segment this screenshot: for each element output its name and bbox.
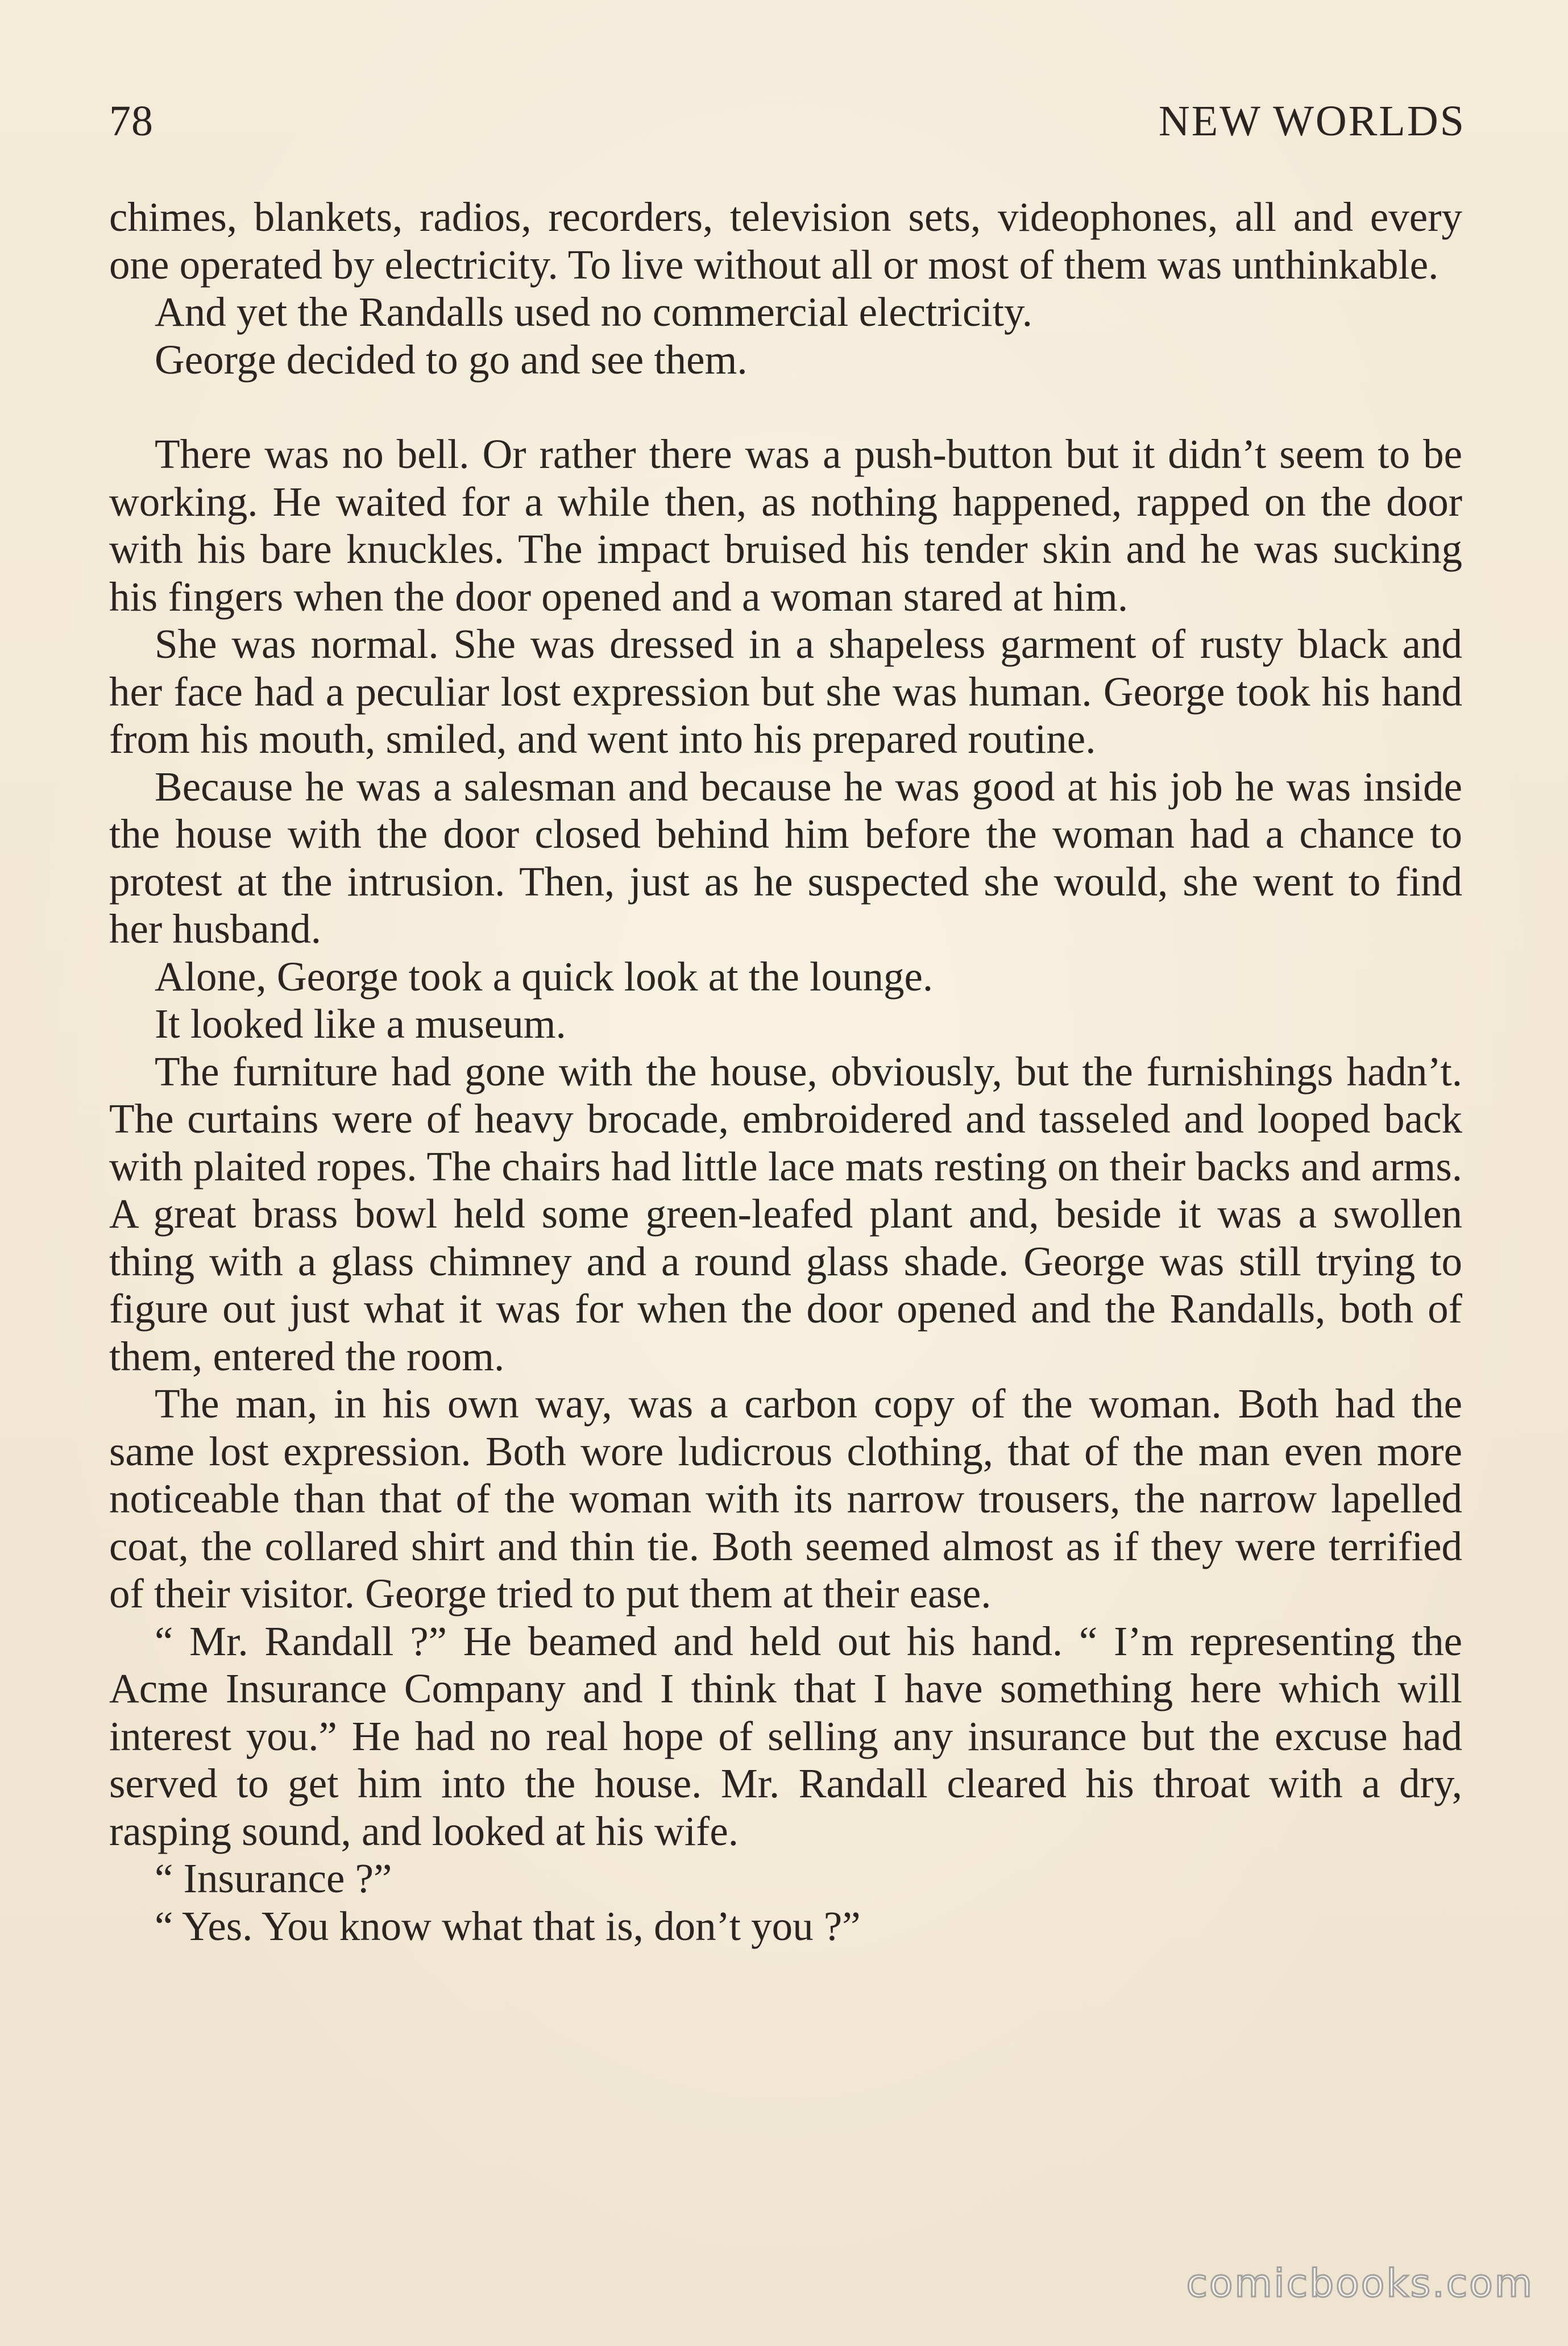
paragraph: She was normal. She was dressed in a shapeless garment of rusty black and her face had a peculiar lost expression but she was human. George took his hand from his mouth, smiled, and went into his prepared routine. [109, 621, 1462, 762]
paragraph: “ Yes. You know what that is, don’t you ?” [155, 1903, 861, 1949]
section-break [109, 383, 1462, 430]
paragraph: “ Mr. Randall ?” He beamed and held out his hand. “ I’m representing the Acme Insurance Company and I think that I have something here which will interest you.” He had no real hope of selling any insurance but the excuse had served to get him into the house. Mr. Randall cleared his throat with a dry, rasping sound, and looked at his wife. [109, 1618, 1462, 1854]
body-text [109, 193, 1462, 1950]
paragraph: “ Insurance ?” [155, 1855, 392, 1901]
paragraph: George decided to go and see them. [155, 336, 748, 383]
page-header [109, 97, 1466, 154]
page-number: 78 [109, 97, 154, 145]
paragraph: chimes, blankets, radios, recorders, television sets, videophones, all and every one operated by electricity. To live without all or most of them was unthinkable. [109, 194, 1462, 288]
watermark: comicbooks.com [1186, 2261, 1534, 2306]
paragraph: The furniture had gone with the house, obviously, but the furnishings hadn’t. The curtains were of heavy brocade, embroidered and tasseled and looped back with plaited ropes. The chairs had little lace mats resting on their backs and arms. A great brass bowl held some green-leafed plant and, beside it was a swollen thing with a glass chimney and a round glass shade. George was still trying to figure out just what it was for when the door opened and the Randalls, both of them, entered the room. [109, 1048, 1462, 1379]
paragraph: Because he was a salesman and because he was good at his job he was inside the house with the door closed behind him before the woman had a chance to protest at the intrusion. Then, just as he suspected she would, she went to find her husband. [109, 763, 1462, 952]
running-title: NEW WORLDS [1158, 97, 1466, 145]
paragraph: There was no bell. Or rather there was a push-button but it didn’t seem to be working. He waited for a while then, as nothing happened, rapped on the door with his bare knuckles. The impact bruised his tender skin and he was sucking his fingers when the door opened and a woman stared at him. [109, 431, 1462, 620]
paragraph: The man, in his own way, was a carbon copy of the woman. Both had the same lost expression. Both wore ludicrous clothing, that of the man even more noticeable than that of the woman with its narrow trousers, the narrow lapelled coat, the collared shirt and thin tie. Both seemed almost as if they were terrified of their visitor. George tried to put them at their ease. [109, 1381, 1462, 1616]
paragraph: Alone, George took a quick look at the lounge. [155, 953, 934, 1000]
paragraph: And yet the Randalls used no commercial electricity. [155, 289, 1032, 335]
paragraph: It looked like a museum. [155, 1001, 566, 1047]
